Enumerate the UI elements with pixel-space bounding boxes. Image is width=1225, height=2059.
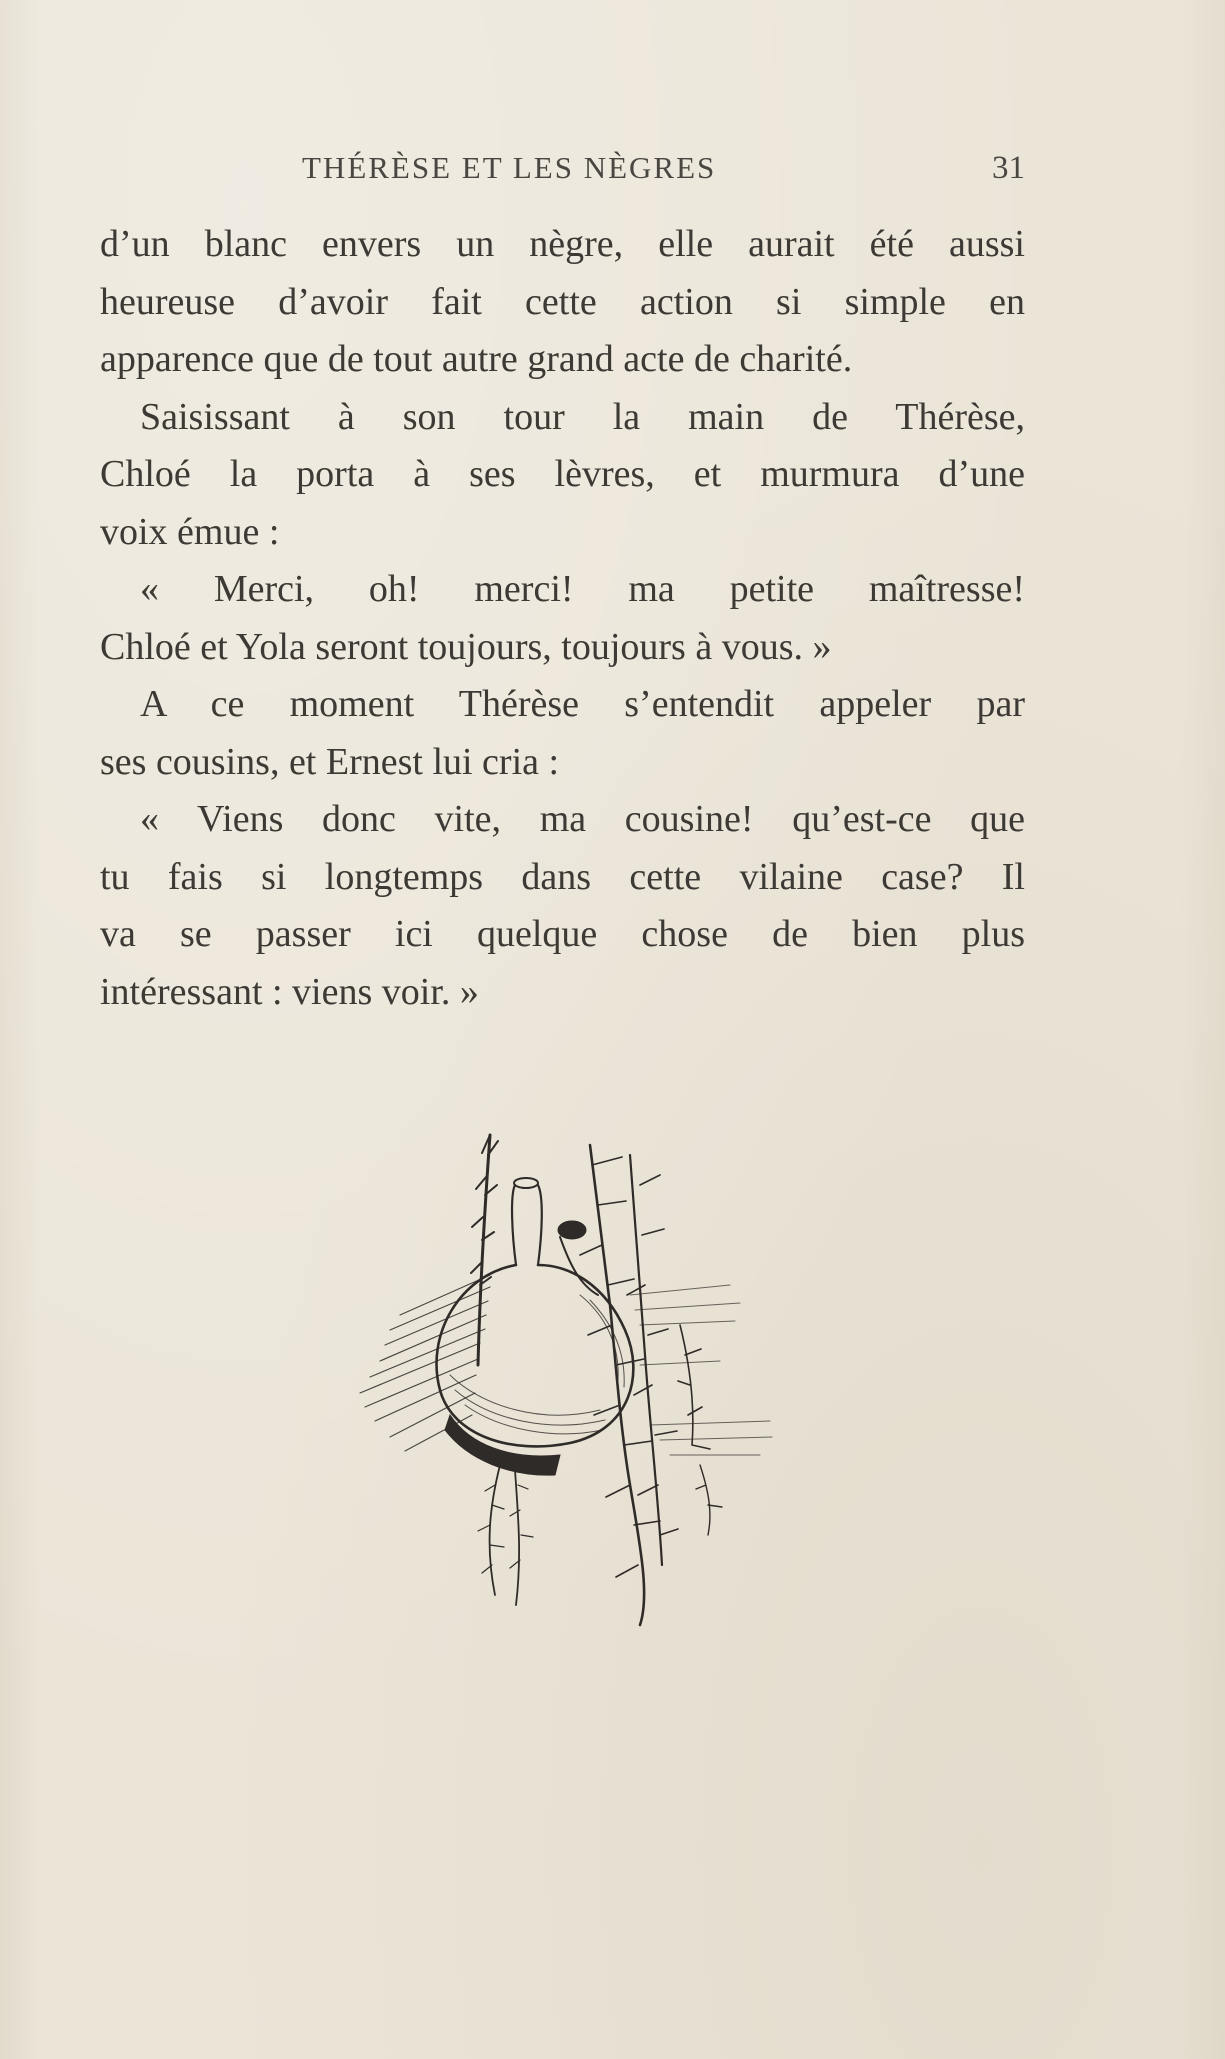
body-text bbox=[100, 216, 1025, 1021]
text-line: intéressant : viens voir. » bbox=[100, 970, 479, 1013]
text-line: Chloé la porta à ses lèvres, et murmura d’une bbox=[100, 453, 1025, 495]
text-line: A ce moment Thérèse s’entendit appeler par bbox=[140, 683, 1025, 725]
text-line: ses cousins, et Ernest lui cria : bbox=[100, 740, 560, 783]
text-line: apparence que de tout autre grand acte de charité. bbox=[100, 338, 853, 380]
text-line: va se passer ici quelque chose de bien plus bbox=[100, 913, 1025, 955]
text-line: « Merci, oh! merci! ma petite maîtresse! bbox=[140, 568, 1025, 610]
text-line: Chloé et Yola seront toujours, toujours à vous. » bbox=[100, 625, 832, 668]
page-number: 31 bbox=[992, 150, 1025, 186]
gourd-and-plants-engraving-icon bbox=[340, 1125, 790, 1645]
text-line: tu fais si longtemps dans cette vilaine case? Il bbox=[100, 855, 1025, 898]
text-line: d’un blanc envers un nègre, elle aurait été aussi bbox=[100, 223, 1025, 265]
text-line: « Viens donc vite, ma cousine! qu’est-ce que bbox=[140, 798, 1025, 840]
running-title: THÉRÈSE ET LES NÈGRES bbox=[302, 150, 717, 185]
text-line: Saisissant à son tour la main de Thérèse, bbox=[140, 395, 1025, 438]
text-line: voix émue : bbox=[100, 510, 280, 553]
text-line: heureuse d’avoir fait cette action si simple en bbox=[100, 280, 1025, 323]
running-header bbox=[100, 150, 1025, 194]
